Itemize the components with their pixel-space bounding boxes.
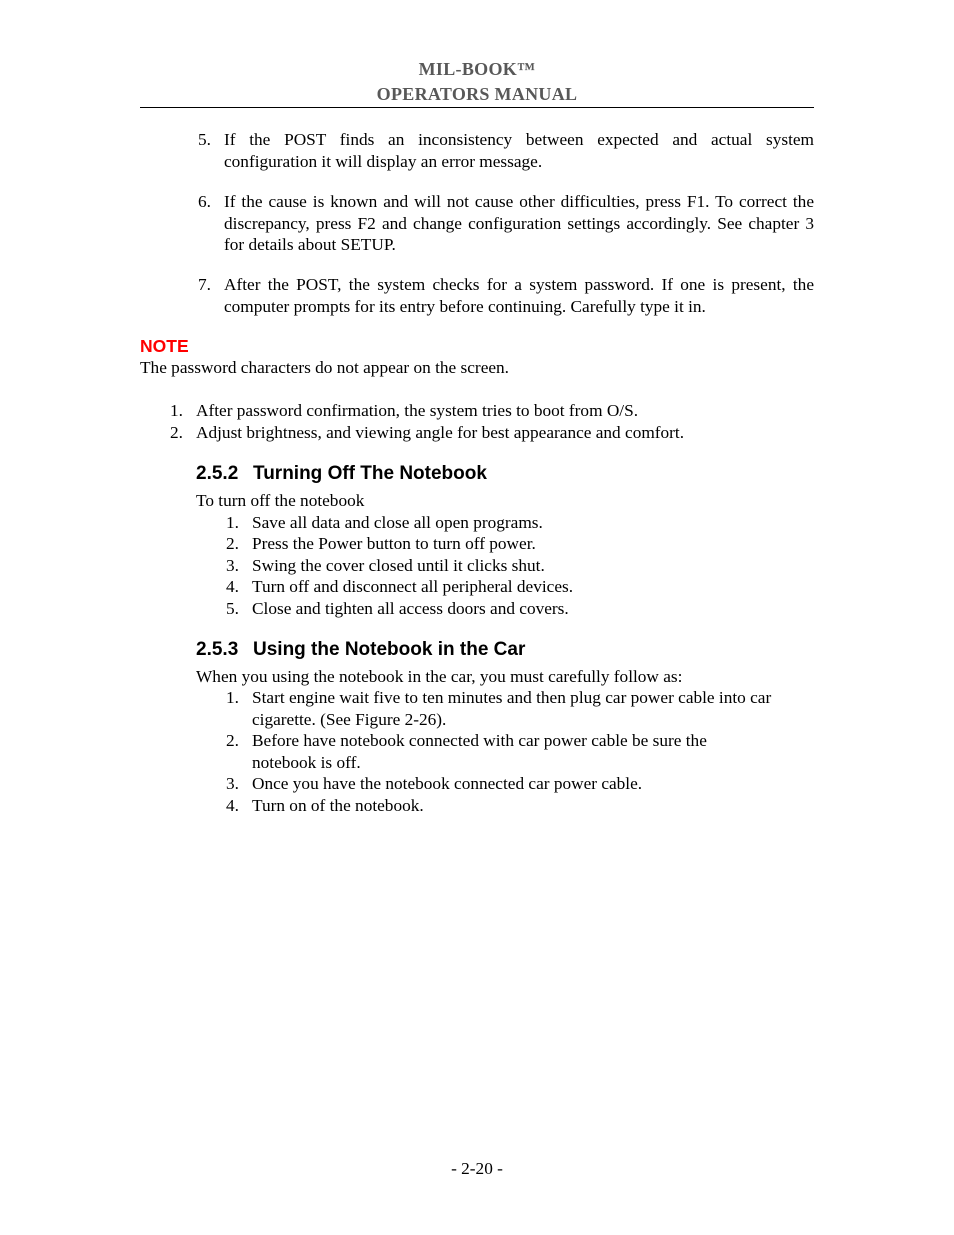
list-item xyxy=(222,576,814,598)
list-item-text: After the POST, the system checks for a system password. If one is present, the computer prompts for its entry before continuing. Carefully type it in. xyxy=(224,275,814,316)
list-item-number: 3. xyxy=(226,556,239,575)
list-item xyxy=(222,555,814,577)
list-item-text: Start engine wait five to ten minutes and then plug car power cable into car cigarette. (See Figure 2-26). xyxy=(252,688,772,729)
list-item-number: 4. xyxy=(226,577,239,596)
list-item-number: 5. xyxy=(226,599,239,618)
list-item-number: 2. xyxy=(226,534,239,553)
list-item-number: 6. xyxy=(198,192,211,211)
note-label: NOTE xyxy=(140,336,189,356)
list-item-text: Close and tighten all access doors and covers. xyxy=(252,599,569,618)
list-item xyxy=(222,730,762,773)
list-item xyxy=(222,598,814,620)
header-product-name: MIL-BOOK™ xyxy=(418,59,536,79)
running-header xyxy=(140,57,814,107)
list-item-text: Swing the cover closed until it clicks shut. xyxy=(252,556,545,575)
list-item-number: 1. xyxy=(170,401,183,420)
section-intro: When you using the notebook in the car, you must carefully follow as: xyxy=(196,667,683,686)
list-item xyxy=(196,274,814,317)
list-item xyxy=(222,512,814,534)
list-item-number: 1. xyxy=(226,513,239,532)
list-item-number: 4. xyxy=(226,796,239,815)
list-item-number: 7. xyxy=(198,275,211,294)
list-item xyxy=(196,129,814,172)
section-title: Turning Off The Notebook xyxy=(253,463,487,484)
list-item xyxy=(196,191,814,256)
section-title: Using the Notebook in the Car xyxy=(253,639,526,660)
list-item xyxy=(222,795,814,817)
list-item-text: Once you have the notebook connected car power cable. xyxy=(252,774,643,793)
section-heading-using-in-car xyxy=(196,638,525,662)
list-item xyxy=(166,400,814,422)
note-text: The password characters do not appear on the screen. xyxy=(140,358,509,377)
section-number: 2.5.3 xyxy=(196,639,239,660)
section-intro: To turn off the notebook xyxy=(196,491,365,510)
list-item-number: 2. xyxy=(226,731,239,750)
list-item-text: Press the Power button to turn off power. xyxy=(252,534,536,553)
list-item-number: 1. xyxy=(226,688,239,707)
header-divider xyxy=(140,107,814,108)
list-item xyxy=(222,773,814,795)
list-item-text: Adjust brightness, and viewing angle for best appearance and comfort. xyxy=(196,423,685,442)
list-item-number: 5. xyxy=(198,130,211,149)
list-item-text: If the cause is known and will not cause other difficulties, press F1. To correct the discrepancy, press F2 and change configuration settings accordingly. See chapter 3 for details about SETUP. xyxy=(224,192,814,255)
page-number: - 2-20 - xyxy=(451,1159,503,1178)
list-item xyxy=(166,422,814,444)
list-item-text: After password confirmation, the system tries to boot from O/S. xyxy=(196,401,639,420)
list-item-text: Save all data and close all open programs. xyxy=(252,513,543,532)
list-item-number: 2. xyxy=(170,423,183,442)
section-heading-turning-off xyxy=(196,462,487,486)
list-item-text: Before have notebook connected with car power cable be sure the notebook is off. xyxy=(252,731,707,772)
list-item-number: 3. xyxy=(226,774,239,793)
header-manual-title: OPERATORS MANUAL xyxy=(376,84,578,104)
section-number: 2.5.2 xyxy=(196,463,239,484)
list-item-text: Turn on of the notebook. xyxy=(252,796,424,815)
list-item-text: If the POST finds an inconsistency between expected and actual system configuration it will display an error message. xyxy=(224,130,814,171)
list-item-text: Turn off and disconnect all peripheral devices. xyxy=(252,577,574,596)
list-item xyxy=(222,533,814,555)
list-item xyxy=(222,687,792,730)
